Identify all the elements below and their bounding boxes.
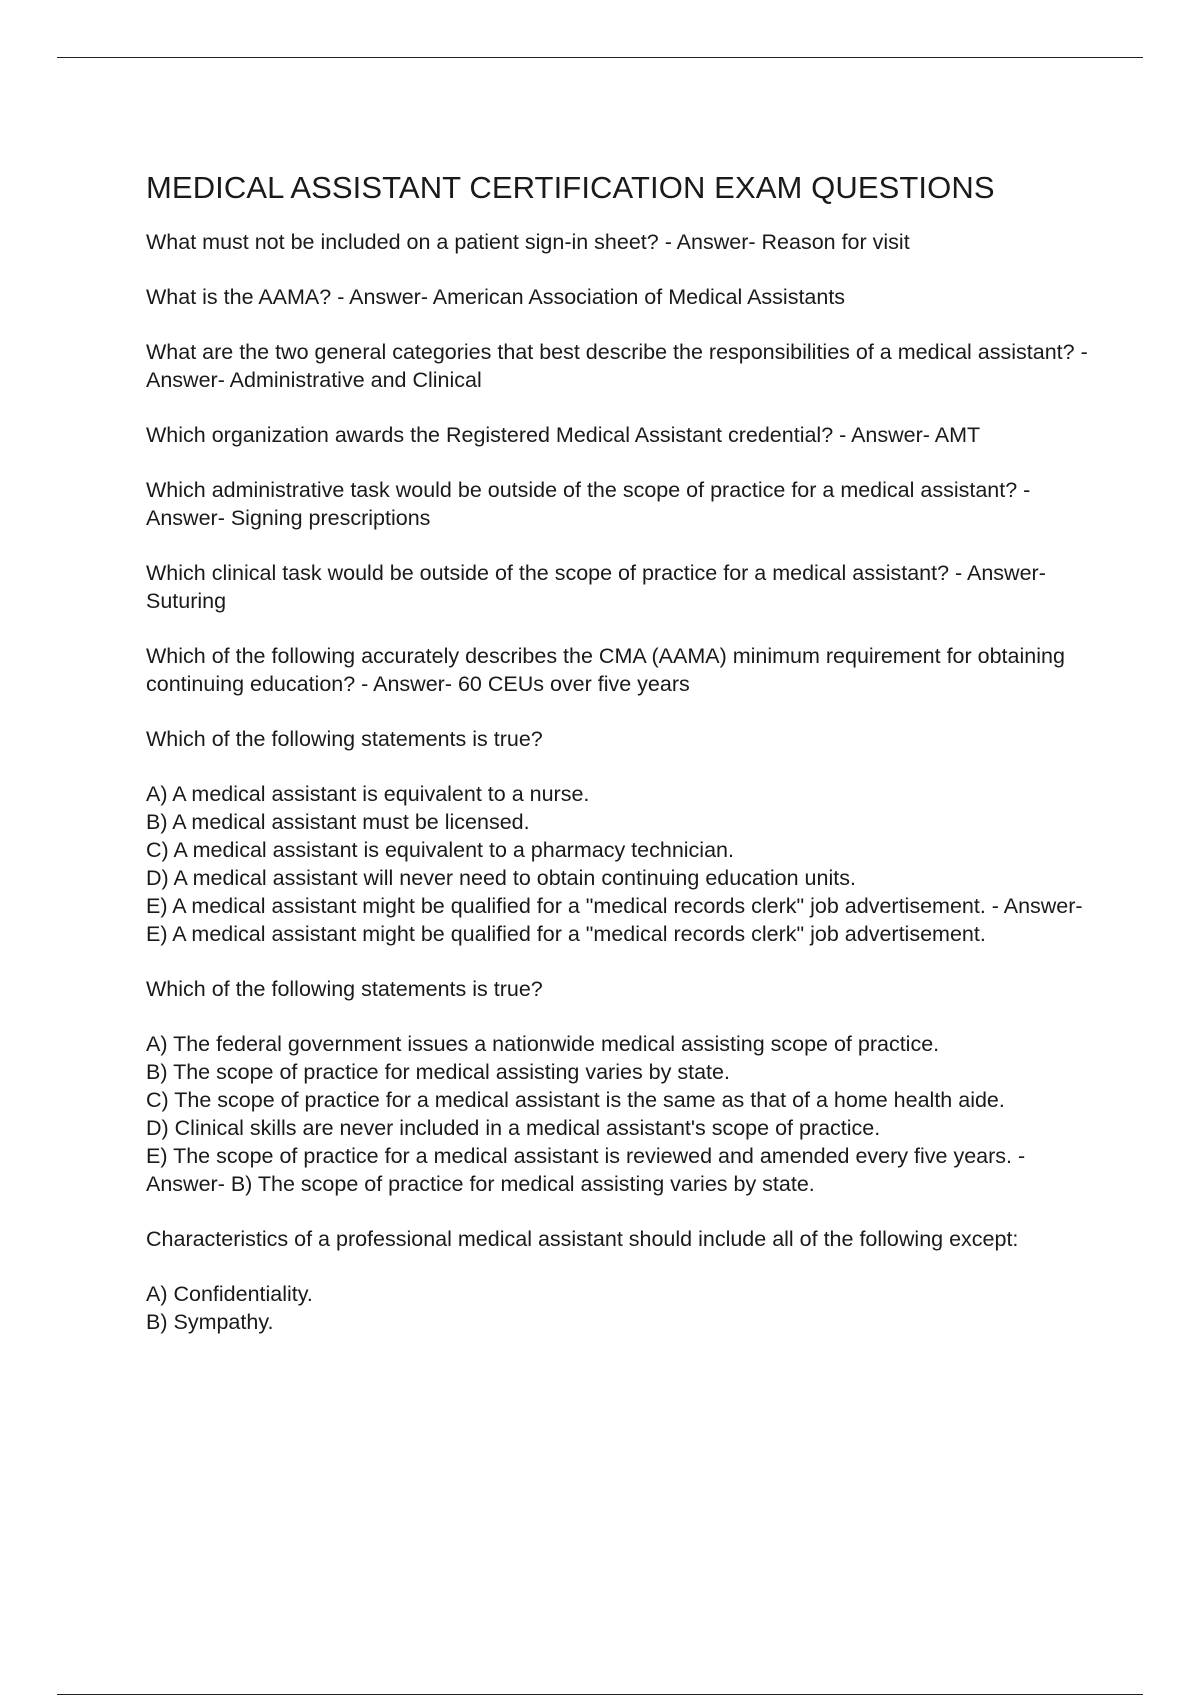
mc-question: Characteristics of a professional medical assistant should include all of the following except: xyxy=(146,1227,1019,1251)
qa-item xyxy=(146,228,1096,256)
mc-question: Which of the following statements is true? xyxy=(146,977,543,1001)
question-text: What are the two general categories that best describe the responsibilities of a medical assistant? xyxy=(146,340,1075,364)
question-text: Which organization awards the Registered Medical Assistant credential? xyxy=(146,423,834,447)
document-title: MEDICAL ASSISTANT CERTIFICATION EXAM QUESTIONS xyxy=(146,170,995,205)
question-text: Which of the following accurately describes the CMA (AAMA) minimum requirement for obtaining continuing education? xyxy=(146,644,1065,696)
answer-separator: - Answer- xyxy=(658,230,762,254)
option-b: B) The scope of practice for medical assisting varies by state. xyxy=(146,1060,730,1084)
top-rule xyxy=(57,57,1143,58)
answer-text: Reason for visit xyxy=(761,230,910,254)
option-b: B) A medical assistant must be licensed. xyxy=(146,810,530,834)
answer-text: AMT xyxy=(934,423,981,447)
answer-text: B) The scope of practice for medical assisting varies by state. xyxy=(230,1172,815,1196)
qa-item xyxy=(146,642,1096,698)
answer-text: Suturing xyxy=(146,589,227,613)
answer-separator: - Answer- xyxy=(949,561,1046,585)
option-a: A) Confidentiality. xyxy=(146,1282,313,1306)
answer-text: 60 CEUs over five years xyxy=(457,672,690,696)
option-d: D) Clinical skills are never included in a medical assistant's scope of practice. xyxy=(146,1116,881,1140)
question-text: What must not be included on a patient sign-in sheet? xyxy=(146,230,659,254)
answer-text: E) A medical assistant might be qualified for a "medical records clerk" job advertisement. xyxy=(146,922,986,946)
answer-separator: - Answer- xyxy=(833,423,935,447)
option-e-with-answer xyxy=(146,1142,1096,1198)
option-e: E) A medical assistant might be qualified for a "medical records clerk" job advertisement. xyxy=(146,894,986,918)
option-e-with-answer xyxy=(146,892,1096,948)
answer-text: American Association of Medical Assistants xyxy=(432,285,846,309)
qa-item xyxy=(146,338,1096,394)
mc-options xyxy=(146,1280,1096,1336)
qa-item xyxy=(146,283,1096,311)
mc-options xyxy=(146,1030,1096,1198)
document-body xyxy=(146,170,1096,1363)
option-d: D) A medical assistant will never need to obtain continuing education units. xyxy=(146,866,856,890)
answer-separator: - Answer- xyxy=(146,478,1031,530)
question-text: What is the AAMA? xyxy=(146,285,332,309)
answer-separator: - Answer- xyxy=(146,340,1088,392)
option-c: C) The scope of practice for a medical assistant is the same as that of a home health aide. xyxy=(146,1088,1005,1112)
answer-text: Administrative and Clinical xyxy=(229,368,482,392)
mc-options xyxy=(146,780,1096,948)
answer-separator: - Answer- xyxy=(985,894,1083,918)
option-b: B) Sympathy. xyxy=(146,1310,274,1334)
answer-text: Signing prescriptions xyxy=(230,506,431,530)
answer-separator: - Answer- xyxy=(331,285,433,309)
qa-item xyxy=(146,421,1096,449)
qa-item xyxy=(146,559,1096,615)
bottom-rule xyxy=(57,1694,1143,1695)
answer-separator: - Answer- xyxy=(146,1144,1026,1196)
answer-separator: - Answer- xyxy=(355,672,458,696)
option-e: E) The scope of practice for a medical assistant is reviewed and amended every five years. xyxy=(146,1144,1012,1168)
qa-list xyxy=(146,228,1096,1336)
question-text: Which administrative task would be outside of the scope of practice for a medical assistant? xyxy=(146,478,1018,502)
question-text: Which clinical task would be outside of the scope of practice for a medical assistant? xyxy=(146,561,950,585)
option-a: A) The federal government issues a nationwide medical assisting scope of practice. xyxy=(146,1032,940,1056)
option-c: C) A medical assistant is equivalent to a pharmacy technician. xyxy=(146,838,734,862)
qa-item xyxy=(146,476,1096,532)
mc-question: Which of the following statements is true? xyxy=(146,727,543,751)
option-a: A) A medical assistant is equivalent to a nurse. xyxy=(146,782,590,806)
